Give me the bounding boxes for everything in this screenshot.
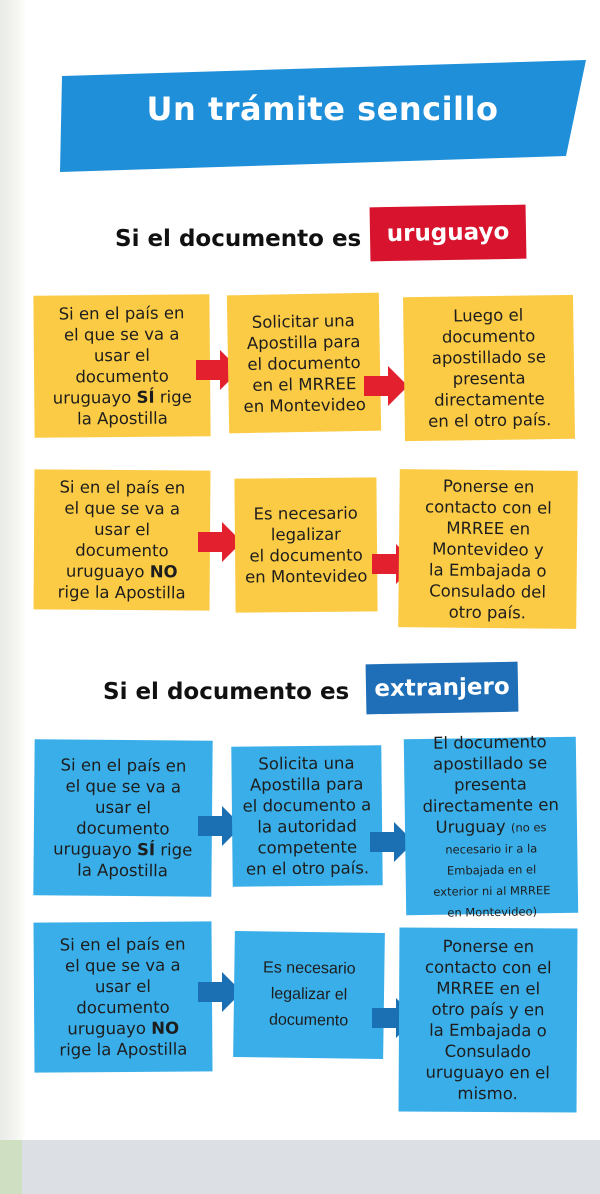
section-heading-extranjero: Si el documento es <box>103 679 350 705</box>
card-uy-si-result: Luego el documento apostillado se presenta directamente en el otro país. <box>403 295 575 441</box>
page-edge <box>0 0 26 1194</box>
card-ext-si-result: El documento apostillado se presenta directamente en Uruguay (no es necesario ir a la Embajada en el exterior ni al MRREE en Montevideo) <box>404 737 578 915</box>
section-heading-uruguayo: Si el documento es <box>115 226 362 252</box>
tag-uruguayo: uruguayo <box>370 205 527 262</box>
card-ext-no-result: Ponerse en contacto con el MRREE en el otro país y en la Embajada o Consulado uruguayo en el mismo. <box>399 928 578 1113</box>
card-uy-no-condition: Si en el país en el que se va a usar el documento uruguayo NO rige la Apostilla <box>34 469 211 610</box>
page-title: Un trámite sencillo <box>146 90 499 128</box>
card-uy-no-action: Es necesario legalizar el documento en Montevideo <box>234 477 377 612</box>
arrow-right-icon <box>364 364 408 408</box>
card-uy-si-condition: Si en el país en el que se va a usar el documento uruguayo SÍ rige la Apostilla <box>33 294 210 438</box>
card-uy-si-action: Solicitar una Apostilla para el documento en el MRREE en Montevideo <box>227 293 381 434</box>
card-ext-si-condition: Si en el país en el que se va a usar el documento uruguayo SÍ rige la Apostilla <box>33 739 212 897</box>
card-ext-no-action: Es necesario legalizar el documento <box>233 931 385 1059</box>
tag-extranjero: extranjero <box>366 662 519 715</box>
card-uy-no-result: Ponerse en contacto con el MRREE en Montevideo y la Embajada o Consulado del otro país. <box>398 469 578 629</box>
card-ext-no-condition: Si en el país en el que se va a usar el documento uruguayo NO rige la Apostilla <box>33 921 212 1072</box>
footer-edge <box>0 1140 22 1194</box>
card-ext-si-action: Solicita una Apostilla para el documento a la autoridad competente en el otro país. <box>231 745 382 887</box>
footer-band <box>0 1140 600 1194</box>
